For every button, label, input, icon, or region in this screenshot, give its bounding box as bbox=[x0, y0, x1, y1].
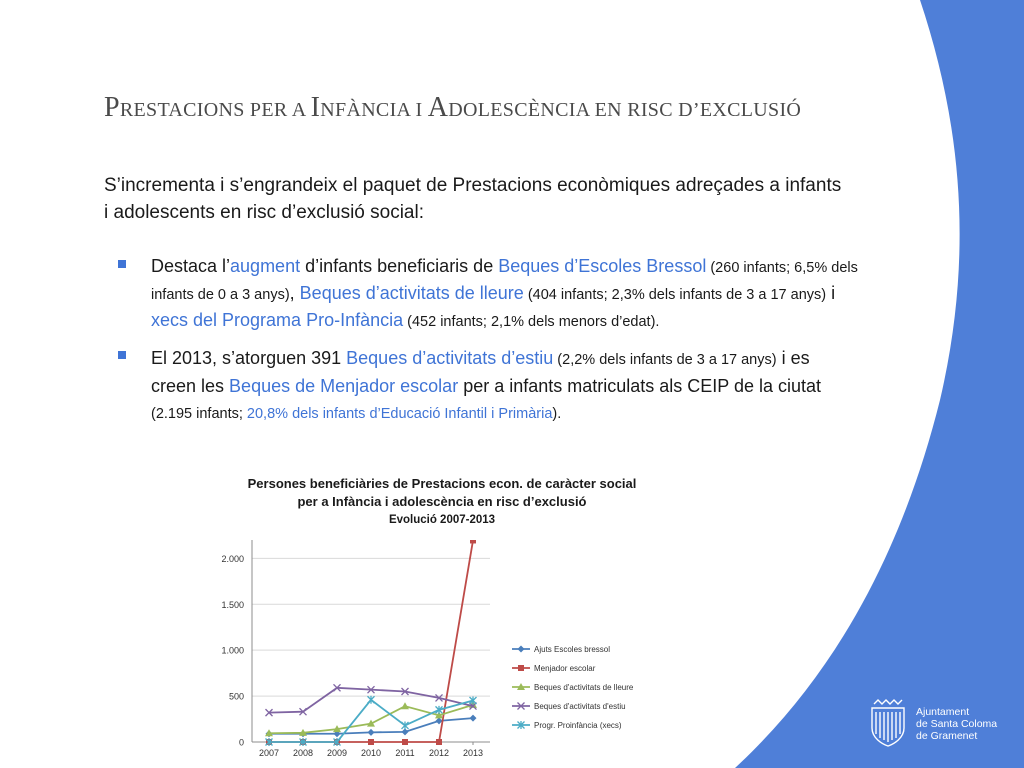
bullet-square-icon bbox=[118, 260, 126, 268]
data-point bbox=[436, 739, 442, 745]
data-point bbox=[470, 715, 477, 722]
bullet-item-1: Destaca l’augment d’infants beneficiaris de Beques d’Escoles Bressol (260 infants; 6,5% dels infants de 0 a 3 anys), Beques d’activitats de lleure (404 infants; 2,3% dels infants de 3 a 17 anys) i xecs del Programa Pro-Infància (452 infants; 2,1% dels menors d’edat). bbox=[118, 254, 858, 335]
data-point bbox=[402, 721, 409, 729]
chart-title-line-2: per a Infància i adolescència en risc d’exclusió bbox=[297, 494, 587, 509]
logo-line-3: de Gramenet bbox=[916, 730, 978, 742]
legend-entry: Ajuts Escoles bressol bbox=[534, 645, 611, 654]
coat-of-arms-icon bbox=[872, 700, 904, 746]
data-point bbox=[368, 729, 375, 736]
chart-title-line-1: Persones beneficiàries de Prestacions econ. de caràcter social bbox=[247, 476, 637, 491]
intro-paragraph: S’incrementa i s’engrandeix el paquet de Prestacions econòmiques adreçades a infants i adolescents en risc d’exclusió social: bbox=[104, 175, 842, 223]
data-point bbox=[368, 696, 375, 704]
data-point bbox=[402, 739, 408, 745]
logo-line-1: Ajuntament bbox=[916, 706, 970, 718]
x-tick-label: 2010 bbox=[360, 748, 382, 758]
page-title: PRESTACIONS PER A INFÀNCIA I ADOLESCÈNCIA EN RISC D’EXCLUSIÓ bbox=[104, 92, 802, 123]
y-tick-label: 1.500 bbox=[221, 599, 244, 610]
legend-entry: Beques d'activitats de lleure bbox=[534, 683, 634, 692]
x-tick-label: 2012 bbox=[428, 748, 450, 758]
data-point bbox=[401, 702, 409, 709]
data-point bbox=[368, 739, 374, 745]
bullet-list bbox=[118, 254, 858, 437]
city-logo-text bbox=[916, 706, 1016, 742]
y-tick-label: 500 bbox=[228, 691, 244, 702]
legend-entry: Progr. Proinfància (xecs) bbox=[534, 721, 622, 730]
bullet-square-icon bbox=[118, 351, 126, 359]
x-tick-label: 2013 bbox=[462, 748, 484, 758]
legend-entry: Beques d'activitats d'estiu bbox=[534, 702, 626, 711]
x-tick-label: 2011 bbox=[395, 748, 415, 758]
data-point bbox=[470, 540, 476, 543]
y-tick-label: 2.000 bbox=[221, 553, 244, 564]
bullet-item-2: El 2013, s’atorguen 391 Beques d’activitats d’estiu (2,2% dels infants de 3 a 17 anys) i es creen les Beques de Menjador escolar per a infants matriculats als CEIP de la ciutat (2.195 infants; 20,8% dels infants d’Educació Infantil i Primària). bbox=[118, 345, 858, 427]
x-tick-label: 2008 bbox=[292, 748, 314, 758]
y-tick-label: 1.000 bbox=[221, 645, 244, 656]
y-tick-label: 0 bbox=[238, 737, 244, 748]
legend-entry: Menjador escolar bbox=[534, 664, 596, 673]
line-chart bbox=[200, 540, 670, 768]
data-point bbox=[518, 646, 525, 653]
data-point bbox=[518, 665, 524, 671]
chart-title bbox=[200, 475, 684, 529]
chart-title-line-3: Evolució 2007-2013 bbox=[388, 514, 496, 526]
x-tick-label: 2009 bbox=[326, 748, 348, 758]
logo-line-2: de Santa Coloma bbox=[916, 718, 998, 730]
x-tick-label: 2007 bbox=[258, 748, 280, 758]
